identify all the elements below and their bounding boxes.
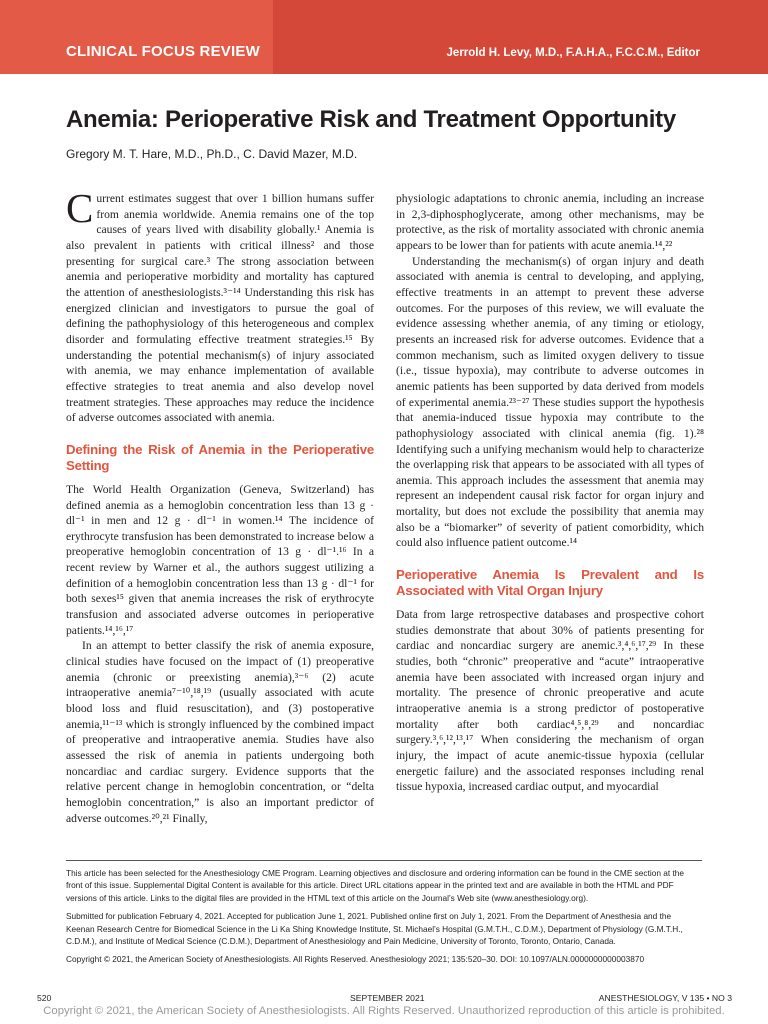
section-heading-prevalence: Perioperative Anemia Is Prevalent and Is Associated with Vital Organ Injury — [396, 567, 704, 599]
journal-volume: ANESTHESIOLOGY, V 135 • NO 3 — [598, 993, 732, 1003]
paragraph-mechanism: Understanding the mechanism(s) of organ injury and death associated with anemia is central to developing, and applying, effective treatments in an attempt to prevent these adverse outcomes. For the purposes of this review, we will evaluate the evidence assessing whether anemia, of any timing or etiology, presents an increased risk for adverse outcomes. Evidence that a common mechanism, such as limited oxygen delivery to tissue (i.e., tissue hypoxia), may contribute to adverse outcomes in anemic patients has been supported by data derived from models of experimental anemia.²³⁻²⁷ These studies support the hypothesis that anemia-induced tissue hypoxia may contribute to the pathophysiology associated with clinical anemia (fig. 1).²⁸ Identifying such a unifying mechanism would help to characterize the overlapping risk that appears to be associated with all types of anemia. This approach includes the assessment that anemia may represent an independent causal risk factor for organ injury and mortality, but does not exclude the possibility that anemia may also be a “biomarker” of severity of patient comorbidity, which could also influence patient outcome.¹⁴ — [396, 254, 704, 550]
intro-paragraph — [66, 185, 374, 426]
copyright-note: Copyright © 2021, the American Society of Anesthesiologists. All Rights Reserved. Anesthesiology 2021; 135:520–30. DOI: 10.1097/ALN.0000000000003870 — [66, 954, 645, 965]
page-number: 520 — [37, 993, 52, 1003]
right-column — [396, 191, 704, 795]
article-authors: Gregory M. T. Hare, M.D., Ph.D., C. David Mazer, M.D. — [66, 147, 358, 161]
section-label: CLINICAL FOCUS REVIEW — [66, 43, 260, 60]
copyright-watermark: Copyright © 2021, the American Society of Anesthesiologists. All Rights Reserved. Unauthorized reproduction of this article is prohibited. — [43, 1005, 725, 1017]
footnotes — [66, 860, 702, 972]
paragraph-physiologic-adaptations: physiologic adaptations to chronic anemia, including an increase in 2,3-diphosphoglycerate, among other mechanisms, may be protective, as the risk of mortality associated with chronic anemia appears to be lower than for patients with acute anemia.¹⁴,²² — [396, 192, 704, 252]
section-heading-defining-risk: Defining the Risk of Anemia in the Perioperative Setting — [66, 441, 374, 473]
left-column — [66, 185, 374, 826]
article-title: Anemia: Perioperative Risk and Treatment Opportunity — [66, 106, 676, 133]
paragraph-classify-risk: In an attempt to better classify the risk of anemia exposure, clinical studies have focused on the impact of (1) preoperative anemia (chronic or preexisting anemia),³⁻⁶ (2) acute intraoperative anemia⁷⁻¹⁰,¹⁸,¹⁹ (usually associated with acute blood loss and fluid resuscitation), and (3) postoperative anemia,¹¹⁻¹³ which is strongly influenced by the combined impact of preoperative and intraoperative anemia. Studies have also assessed the risk of anemia in patients undergoing both noncardiac and cardiac surgery. Evidence supports that the relative percent change in hemoglobin concentration, or “delta hemoglobin concentration,” is also an important predictor of adverse outcomes.²⁰,²¹ Finally, — [66, 639, 374, 825]
cme-note: This article has been selected for the Anesthesiology CME Program. Learning objectives and disclosure and ordering information can be found in the CME section at the front of this issue. Supplemental Digital Content is available for this article. Direct URL citations appear in the printed text and are available in both the HTML and PDF versions of this article. Links to the digital files are provided in the HTML text of this article on the Journal’s Web site (www.anesthesiology.org). — [66, 868, 685, 903]
paragraph-data-databases: Data from large retrospective databases and prospective cohort studies demonstrate that about 30% of patients presenting for cardiac and noncardiac surgery are anemic.³,⁴,⁶,¹⁷,²⁹ In these studies, both “chronic” preoperative and “acute” intraoperative anemia have been associated with increased organ injury and mortality. The presence of chronic preoperative and acute intraoperative anemia is a strong predictor of postoperative mortality after both cardiac⁴,⁵,⁸,²⁹ and noncardiac surgery.³,⁶,¹²,¹³,¹⁷ When considering the mechanism of organ injury, the impact of acute anemic-tissue hypoxia (cellular energetic failure) and the associated responses including renal tissue hypoxia, increased cardiac output, and myocardial — [396, 608, 704, 794]
intro-text: urrent estimates suggest that over 1 billion humans suffer from anemia worldwide. Anemia remains one of the top causes of years lived with disability globally.¹ Anemia is also prevalent in patients with critical illness² and those presenting for surgical care.³ The strong association between anemia and perioperative morbidity and mortality has captured the attention of anesthesiologists.³⁻¹⁴ Understanding this risk has energized clinician and investigators to pursue the goal of defining the pathophysiology of this heterogeneous and complex disorder and formulating effective treatment strategies.¹⁵ By understanding the potential mechanism(s) of injury associated with anemia, we may enhance implementation of available effective strategies to treat anemia and also develop novel treatment strategies. These approaches may reduce the incidence of adverse outcomes associated with anemia. — [66, 192, 374, 425]
submission-note: Submitted for publication February 4, 2021. Accepted for publication June 1, 2021. Published online first on July 1, 2021. From the Department of Anesthesia and the Keenan Research Centre for Biomedical Science in the Li Ka Shing Knowledge Institute, St. Michael’s Hospital (G.M.T.H., C.D.M.), Department of Physiology (G.M.T.H., C.D.M.), and Institute of Medical Science (C.D.M.), Department of Anesthesiology and Pain Medicine, University of Toronto, Toronto, Ontario, Canada. — [66, 911, 683, 947]
drop-cap: C — [66, 185, 94, 231]
header-banner — [0, 0, 768, 74]
header-label-block — [0, 0, 273, 74]
issue-date: SEPTEMBER 2021 — [350, 993, 425, 1003]
paragraph-who-definition: The World Health Organization (Geneva, Switzerland) has defined anemia as a hemoglobin concentration less than 13 g · dl⁻¹ in men and 12 g · dl⁻¹ in women.¹⁴ The incidence of erythrocyte transfusion has been demonstrated to increase below a preoperative hemoglobin concentration of 13 g · dl⁻¹.¹⁶ In a recent review by Warner et al., the authors suggest utilizing a definition of a hemoglobin concentration less than 13 g · dl⁻¹ for both sexes¹⁵ given that anemia increases the risk of erythrocyte transfusion and associated adverse outcomes in perioperative patients.¹⁴,¹⁶,¹⁷ — [66, 482, 374, 637]
editor-credit: Jerrold H. Levy, M.D., F.A.H.A., F.C.C.M., Editor — [446, 47, 700, 59]
